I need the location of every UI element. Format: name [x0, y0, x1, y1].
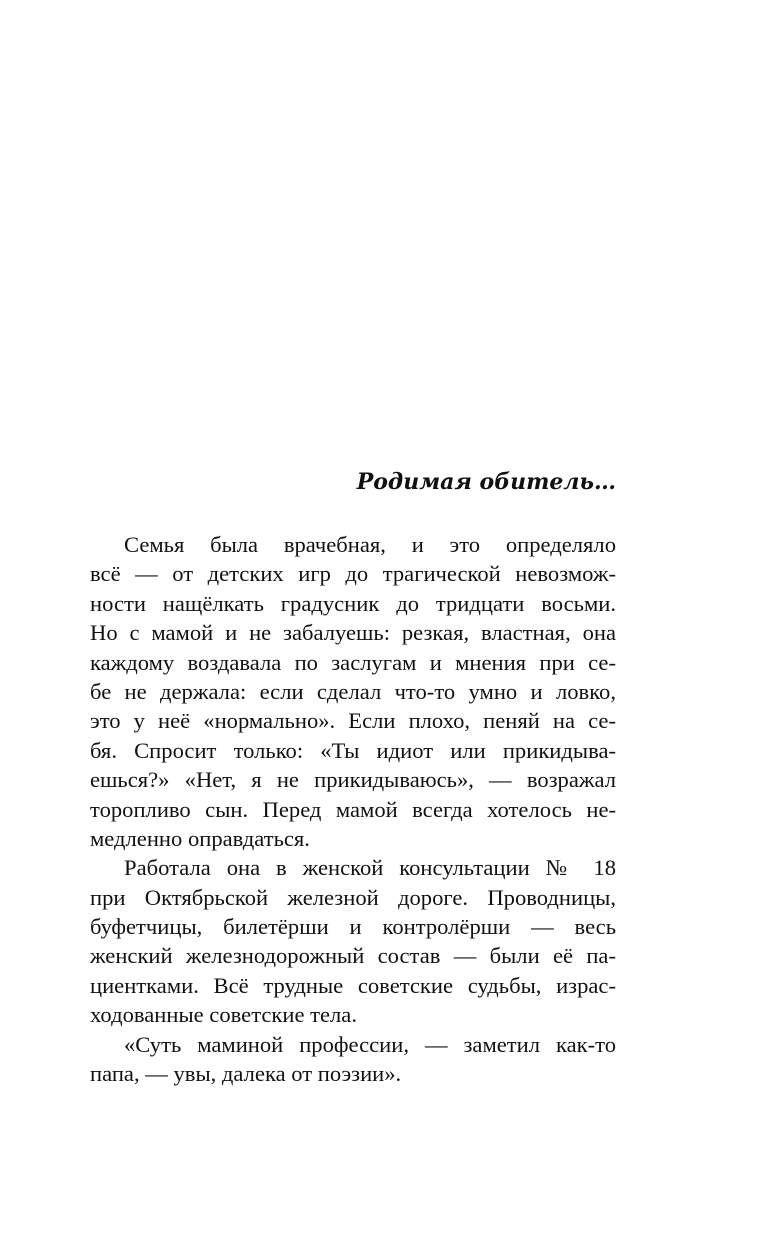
text-line: циентками. Всё трудные советские судьбы, израс- — [90, 972, 616, 998]
text-line: бе не держала: если сделал что-то умно и ловко, — [90, 678, 616, 704]
text-line: ходованные советские тела. — [90, 1002, 357, 1028]
text-line: всё — от детских игр до трагической невозмож- — [90, 561, 616, 587]
text-line: папа, — увы, далека от поэзии». — [90, 1061, 402, 1087]
text-line: при Октябрьской железной дороге. Проводницы, — [90, 884, 616, 910]
text-line: это у неё «нормально». Если плохо, пеняй на се- — [90, 708, 616, 734]
text-line: буфетчицы, билетёрши и контролёрши — весь — [90, 914, 616, 940]
text-line: ешься?» «Нет, я не прикидываюсь», — возражал — [90, 767, 616, 793]
text-line: Работала она в женской консультации № 18 — [124, 855, 616, 881]
text-line: «Суть маминой профессии, — заметил как-то — [124, 1031, 616, 1057]
text-line: Семья была врачебная, и это определяло — [124, 532, 616, 557]
text-line: каждому воздавала по заслугам и мнения при се- — [90, 649, 616, 675]
body-text — [90, 530, 616, 1088]
text-line: торопливо сын. Перед мамой всегда хотелось не- — [90, 796, 616, 822]
text-line: медленно оправдаться. — [90, 825, 310, 851]
text-line: бя. Спросит только: «Ты идиот или прикидыва- — [90, 737, 616, 763]
section-heading: Родимая обитель… — [356, 469, 616, 495]
text-line: Но с мамой и не забалуешь: резкая, властная, она — [90, 620, 616, 646]
text-line: ности нащёлкать градусник до тридцати восьми. — [90, 590, 616, 616]
text-line: женский железнодорожный состав — были её па- — [90, 943, 616, 969]
